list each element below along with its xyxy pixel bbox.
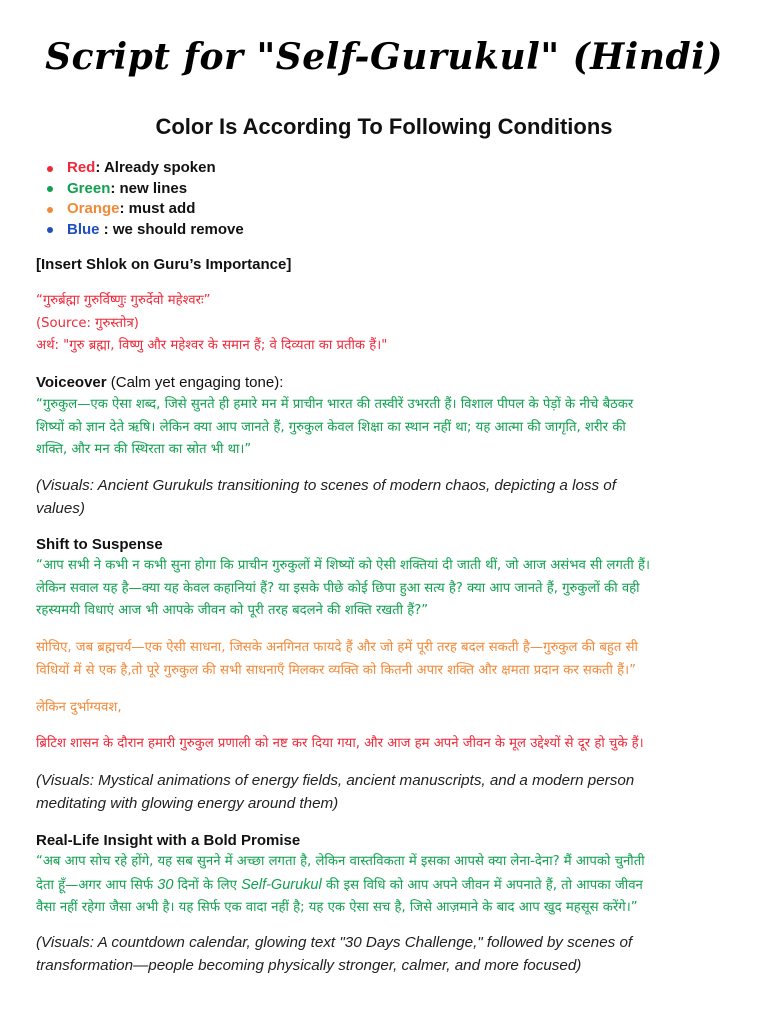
visuals-note-2 bbox=[36, 770, 736, 815]
legend-desc: : new lines bbox=[110, 179, 188, 197]
insight-text bbox=[36, 851, 736, 920]
bullet-icon bbox=[47, 186, 53, 192]
legend-desc: : Already spoken bbox=[95, 159, 216, 176]
insight-heading: Real-Life Insight with a Bold Promise bbox=[36, 832, 301, 849]
insight-text-part: की इस विधि को आप अपने जीवन में अपनाते हैं, तो आपका जीवन bbox=[321, 877, 643, 893]
color-legend bbox=[40, 158, 244, 240]
suspense-line: सोचिए, जब ब्रह्मचर्य—एक ऐसी साधना, जिसके अनगिनत फायदे हैं और जो हमें पूरी तरह बदल सकती है—गुरुकुल की बहुत सी bbox=[36, 640, 638, 655]
suspense-line: लेकिन सवाल यह है—क्या यह केवल कहानियां हैं? या इसके पीछे कोई छिपा हुआ सत्य है? क्या आप जानते हैं, गुरुकुलों की वही bbox=[36, 580, 640, 596]
brand-name: Self-Gurukul bbox=[241, 876, 322, 893]
legend-item-blue bbox=[40, 220, 244, 241]
legend-item-green bbox=[40, 179, 244, 200]
visuals-line: (Visuals: Ancient Gurukuls transitioning to scenes of modern chaos, depicting a loss of bbox=[36, 477, 616, 494]
suspense-green-text bbox=[36, 555, 736, 623]
unfortunately-line: लेकिन दुर्भाग्यवश, bbox=[36, 700, 122, 715]
voiceover-line: “गुरुकुल—एक ऐसा शब्द, जिसे सुनते ही हमारे मन में प्राचीन भारत की तस्वीरें उभरती हैं। विशाल पीपल के पेड़ों के नीचे बैठकर bbox=[36, 397, 634, 412]
voiceover-line: शक्ति, और मन की स्थिरता का स्रोत भी था।” bbox=[36, 442, 252, 457]
legend-color-word: Blue bbox=[67, 220, 100, 238]
visuals-line: values) bbox=[36, 499, 85, 517]
visuals-line: meditating with glowing energy around them) bbox=[36, 794, 339, 812]
legend-item-red bbox=[40, 158, 244, 179]
insight-text-part: दिनों के लिए bbox=[173, 877, 242, 893]
legend-item-orange bbox=[40, 199, 244, 220]
legend-color-word: Red bbox=[67, 159, 96, 176]
voiceover-label: Voiceover bbox=[36, 374, 107, 391]
legend-color-word: Green bbox=[67, 179, 111, 197]
suspense-orange-text bbox=[36, 637, 736, 682]
voiceover-line: शिष्यों को ज्ञान देते ऋषि। लेकिन क्या आप जानते हैं, गुरुकुल केवल शिक्षा का स्थान नहीं था; यह आत्मा की जागृति, शरीर की bbox=[36, 419, 626, 435]
suspense-heading: Shift to Suspense bbox=[36, 536, 163, 553]
shlok-source: (Source: गुरुस्तोत्र) bbox=[36, 315, 139, 331]
visuals-note-1 bbox=[36, 475, 736, 520]
visuals-line: transformation—people becoming physically stronger, calmer, and more focused) bbox=[36, 956, 582, 974]
insight-line: वैसा नहीं रहेगा जैसा अभी है। यह सिर्फ एक वादा नहीं है; यह एक ऐसा सच है, जिसे आज़माने के बाद आप खुद महसूस करेंगे।” bbox=[36, 900, 638, 915]
suspense-line: “आप सभी ने कभी न कभी सुना होगा कि प्राचीन गुरुकुलों में शिष्यों को ऐसी शक्तियां दी जाती थीं, जो आज असंभव सी लगती हैं। bbox=[36, 558, 651, 573]
bullet-icon bbox=[47, 166, 53, 172]
legend-desc: : must add bbox=[119, 200, 196, 217]
british-rule-line: ब्रिटिश शासन के दौरान हमारी गुरुकुल प्रणाली को नष्ट कर दिया गया, और आज हम अपने जीवन के मूल उद्देश्यों से दूर हो चुके हैं। bbox=[36, 736, 644, 751]
visuals-line: (Visuals: A countdown calendar, glowing text "30 Days Challenge," followed by scenes of bbox=[36, 934, 633, 951]
document-title: Script for "Self-Gurukul" (Hindi) bbox=[45, 36, 723, 78]
voiceover-label-line bbox=[36, 372, 736, 394]
insight-text-part: देता हूँ—अगर आप सिर्फ bbox=[36, 877, 158, 893]
visuals-note-3 bbox=[36, 932, 736, 977]
legend-color-word: Orange bbox=[67, 200, 120, 217]
suspense-line: रहस्यमयी विधाएं आज भी आपके जीवन को पूरी तरह बदलने की शक्ति रखती हैं?” bbox=[36, 603, 429, 618]
shlok-verse: “गुरुर्ब्रह्मा गुरुर्विष्णुः गुरुर्देवो महेश्वरः” bbox=[36, 293, 211, 308]
insight-line bbox=[36, 874, 736, 898]
legend-desc: : we should remove bbox=[99, 220, 244, 238]
visuals-line: (Visuals: Mystical animations of energy fields, ancient manuscripts, and a modern person bbox=[36, 772, 635, 789]
days-count: 30 bbox=[157, 876, 174, 893]
suspense-line: विधियों में से एक है,तो पूरे गुरुकुल की सभी साधनाएँ मिलकर व्यक्ति को कितनी अपार शक्ति और क्षमता प्रदान कर सकती हैं।” bbox=[36, 662, 636, 678]
shlok-meaning: अर्थ: "गुरु ब्रह्मा, विष्णु और महेश्वर के समान हैं; वे दिव्यता का प्रतीक हैं।" bbox=[36, 338, 388, 353]
bullet-icon bbox=[47, 227, 53, 233]
color-conditions-heading: Color Is According To Following Conditions bbox=[155, 114, 613, 139]
voiceover-section bbox=[36, 372, 736, 462]
shlok-section bbox=[36, 290, 736, 358]
bullet-icon bbox=[47, 207, 53, 213]
shlok-heading: [Insert Shlok on Guru’s Importance] bbox=[36, 256, 292, 273]
voiceover-text bbox=[36, 394, 736, 462]
voiceover-tone-note: (Calm yet engaging tone): bbox=[106, 374, 284, 391]
insight-line: “अब आप सोच रहे होंगे, यह सब सुनने में अच्छा लगता है, लेकिन वास्तविकता में इसका आपसे क्या लेना-देना? मैं आपको चुनौती bbox=[36, 854, 645, 869]
